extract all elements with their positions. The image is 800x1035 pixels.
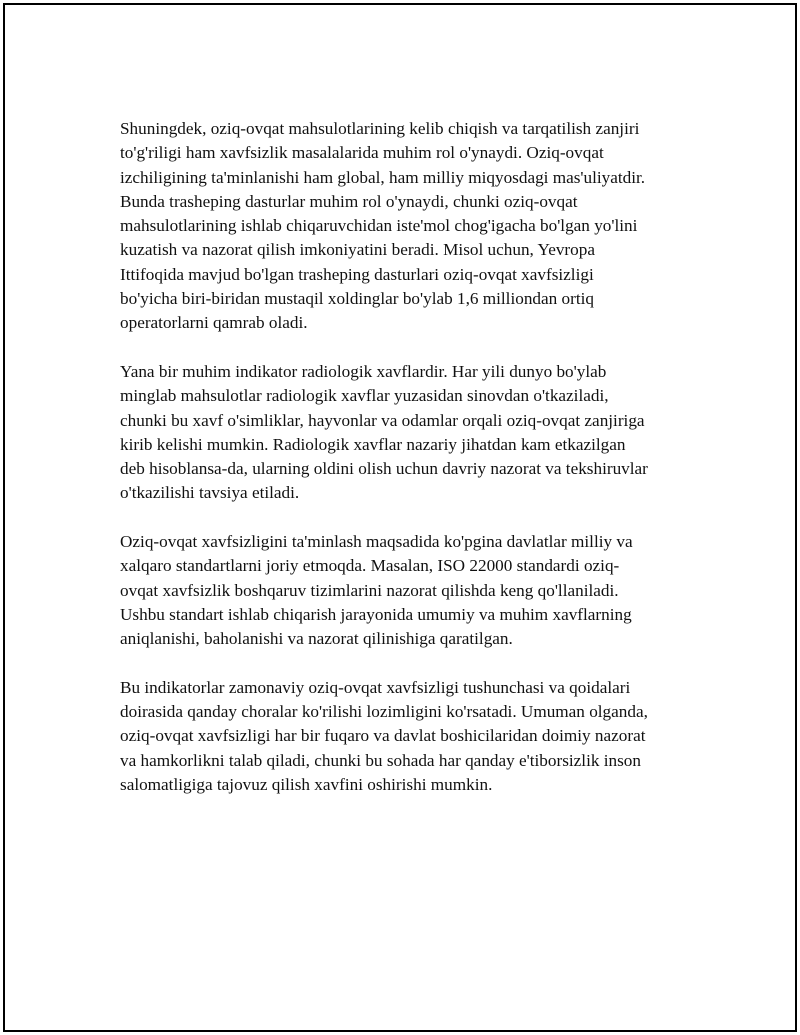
paragraph-standards: [120, 530, 700, 651]
text-line: ovqat xavfsizlik boshqaruv tizimlarini nazorat qilishda keng qo'llaniladi.: [120, 580, 619, 600]
text-line: salomatligiga tajovuz qilish xavfini oshirishi mumkin.: [120, 775, 493, 795]
paragraph-traceability: [120, 117, 700, 336]
text-line: xalqaro standartlarni joriy etmoqda. Masalan, ISO 22000 standardi oziq-: [120, 556, 620, 576]
text-line: Shuningdek, oziq-ovqat mahsulotlarining kelib chiqish va tarqatilish zanjiri: [120, 119, 640, 138]
text-line: aniqlanishi, baholanishi va nazorat qilinishiga qaratilgan.: [120, 629, 513, 649]
text-line: Bunda trasheping dasturlar muhim rol o'ynaydi, chunki oziq-ovqat: [120, 191, 578, 211]
text-line: izchiligining ta'minlanishi ham global, ham milliy miqyosdagi mas'uliyatdir.: [120, 167, 646, 187]
document-body: [120, 117, 700, 822]
text-line: Yana bir muhim indikator radiologik xavflardir. Har yili dunyo bo'ylab: [120, 361, 607, 381]
text-line: doirasida qanday choralar ko'rilishi lozimligini ko'rsatadi. Umuman olganda,: [120, 702, 648, 722]
text-line: Ushbu standart ishlab chiqarish jarayonida umumiy va muhim xavflarning: [120, 604, 632, 624]
text-line: bo'yicha biri-biridan mustaqil xoldinglar bo'ylab 1,6 milliondan ortiq: [120, 289, 594, 309]
text-line: minglab mahsulotlar radiologik xavflar yuzasidan sinovdan o'tkaziladi,: [120, 386, 609, 406]
text-line: kuzatish va nazorat qilish imkoniyatini beradi. Misol uchun, Yevropa: [120, 240, 595, 260]
text-line: kirib kelishi mumkin. Radiologik xavflar nazariy jihatdan kam etkazilgan: [120, 434, 626, 454]
text-line: to'g'riligi ham xavfsizlik masalalarida muhim rol o'ynaydi. Oziq-ovqat: [120, 143, 604, 163]
text-line: deb hisoblansa-da, ularning oldini olish uchun davriy nazorat va tekshiruvlar: [120, 459, 648, 479]
text-line: Bu indikatorlar zamonaviy oziq-ovqat xavfsizligi tushunchasi va qoidalari: [120, 677, 631, 697]
text-line: Oziq-ovqat xavfsizligini ta'minlash maqsadida ko'pgina davlatlar milliy va: [120, 532, 633, 552]
text-line: chunki bu xavf o'simliklar, hayvonlar va odamlar orqali oziq-ovqat zanjiriga: [120, 410, 645, 430]
text-line: Ittifoqida mavjud bo'lgan trasheping dasturlari oziq-ovqat xavfsizligi: [120, 264, 594, 284]
paragraph-conclusion: [120, 676, 700, 797]
document-page: [3, 3, 797, 1032]
text-line: mahsulotlarining ishlab chiqaruvchidan iste'mol chog'igacha bo'lgan yo'lini: [120, 216, 638, 236]
text-line: operatorlarni qamrab oladi.: [120, 313, 308, 333]
text-line: va hamkorlikni talab qiladi, chunki bu sohada har qanday e'tiborsizlik inson: [120, 750, 641, 770]
paragraph-radiological: [120, 360, 700, 506]
text-line: oziq-ovqat xavfsizligi har bir fuqaro va davlat boshicilaridan doimiy nazorat: [120, 726, 646, 746]
text-line: o'tkazilishi tavsiya etiladi.: [120, 483, 300, 503]
